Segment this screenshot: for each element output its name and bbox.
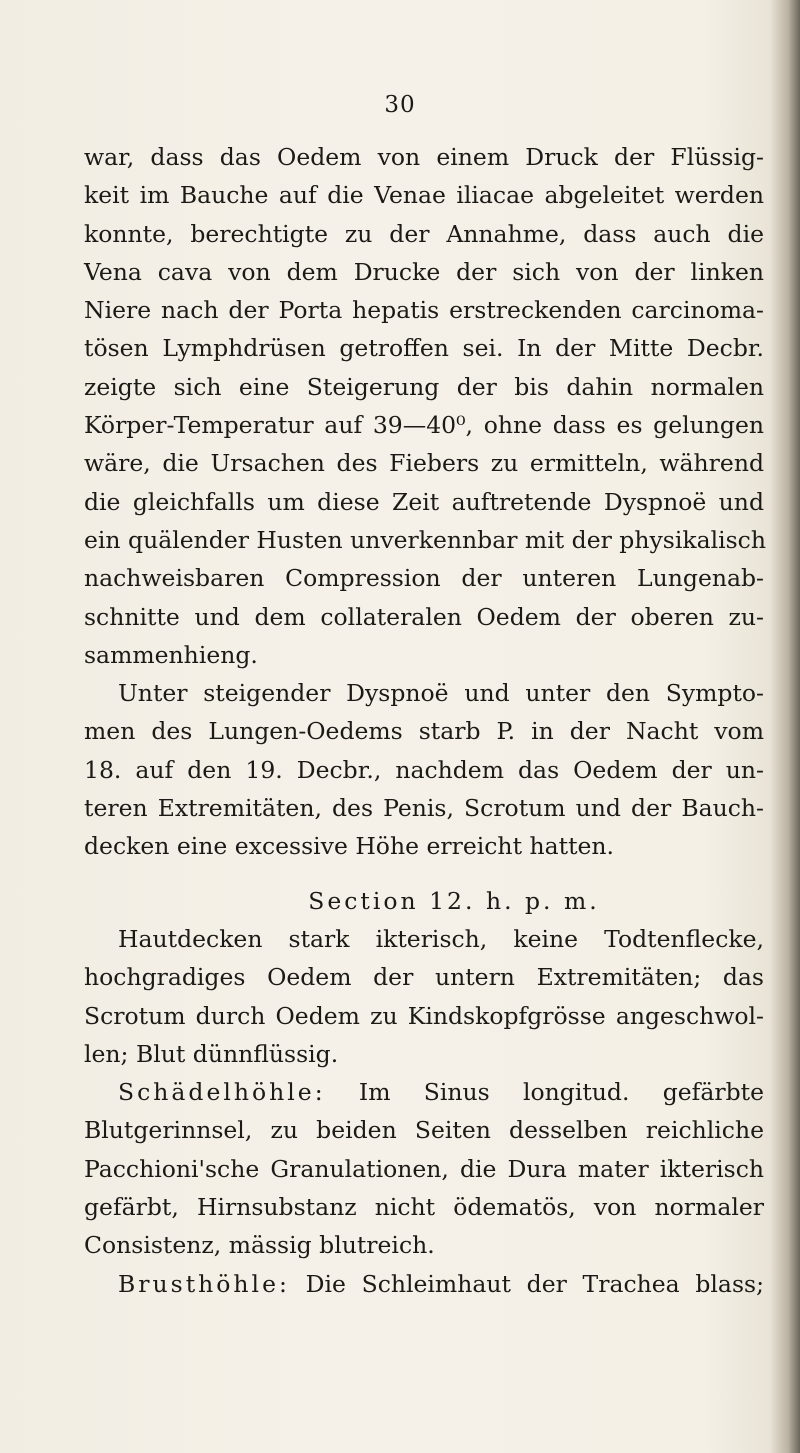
- page-number: 30: [384, 92, 416, 118]
- section-heading: Section 12. h. p. m.: [308, 886, 600, 915]
- paragraph-2: [84, 674, 764, 865]
- text-line: 18. auf den 19. Decbr., nachdem das Oedem der un-: [84, 755, 764, 784]
- text-line: Körper-Temperatur auf 39—40⁰, ohne dass es gelungen: [84, 411, 764, 440]
- text-line: Hautdecken stark ikterisch, keine Todtenflecke,: [118, 924, 764, 953]
- text-line: sammenhieng.: [84, 640, 258, 669]
- paragraph-5: [84, 1265, 764, 1303]
- text-line: [84, 1073, 764, 1111]
- text-line: [84, 1265, 764, 1303]
- text-line: die gleichfalls um diese Zeit auftretende Dyspnoë und: [84, 487, 764, 516]
- text-line: keit im Bauche auf die Venae iliacae abgeleitet werden: [84, 181, 764, 210]
- section-gap: [84, 866, 764, 882]
- section-label-brusthoehle: Brusthöhle:: [118, 1269, 290, 1298]
- text-line: decken eine excessive Höhe erreicht hatten.: [84, 832, 615, 861]
- text-run: Die Schleimhaut der Trachea blass;: [305, 1269, 764, 1298]
- text-line: nachweisbaren Compression der unteren Lungenab-: [84, 564, 764, 593]
- text-line: Unter steigender Dyspnoë und unter den Sympto-: [118, 679, 764, 708]
- text-line: Consistenz, mässig blutreich.: [84, 1231, 435, 1260]
- text-line: Niere nach der Porta hepatis erstreckenden carcinoma-: [84, 296, 764, 325]
- text-line: Pacchioni'sche Granulationen, die Dura mater ikterisch: [84, 1154, 764, 1183]
- text-line: Vena cava von dem Drucke der sich von der linken: [84, 257, 764, 286]
- text-line: konnte, berechtigte zu der Annahme, dass auch die: [84, 219, 764, 248]
- text-run: Im Sinus longitud. gefärbte: [358, 1078, 764, 1107]
- paragraph-4: [84, 1073, 764, 1264]
- section-label-schaedelhoehle: Schädelhöhle:: [118, 1078, 326, 1107]
- text-line: schnitte und dem collateralen Oedem der oberen zu-: [84, 602, 764, 631]
- text-line: Scrotum durch Oedem zu Kindskopfgrösse angeschwol-: [84, 1001, 764, 1030]
- text-line: zeigte sich eine Steigerung der bis dahin normalen: [84, 372, 764, 401]
- text-line: len; Blut dünnflüssig.: [84, 1039, 339, 1068]
- text-line: gefärbt, Hirnsubstanz nicht ödematös, von normaler: [84, 1193, 764, 1222]
- text-line: teren Extremitäten, des Penis, Scrotum und der Bauch-: [84, 794, 764, 823]
- paragraph-1: [84, 138, 764, 674]
- text-line: men des Lungen-Oedems starb P. in der Nacht vom: [84, 717, 764, 746]
- paragraph-3: [84, 920, 764, 1073]
- text-line: wäre, die Ursachen des Fiebers zu ermitteln, während: [84, 449, 764, 478]
- text-line: hochgradiges Oedem der untern Extremitäten; das: [84, 963, 764, 992]
- text-line: tösen Lymphdrüsen getroffen sei. In der Mitte Decbr.: [84, 334, 764, 363]
- body-text: [84, 138, 764, 1303]
- page-edge-shadow: [770, 0, 800, 1453]
- text-line: Blutgerinnsel, zu beiden Seiten desselben reichliche: [84, 1116, 764, 1145]
- text-line: ein quälender Husten unverkennbar mit der physikalisch: [84, 525, 766, 554]
- text-line: war, dass das Oedem von einem Druck der Flüssig-: [84, 143, 764, 171]
